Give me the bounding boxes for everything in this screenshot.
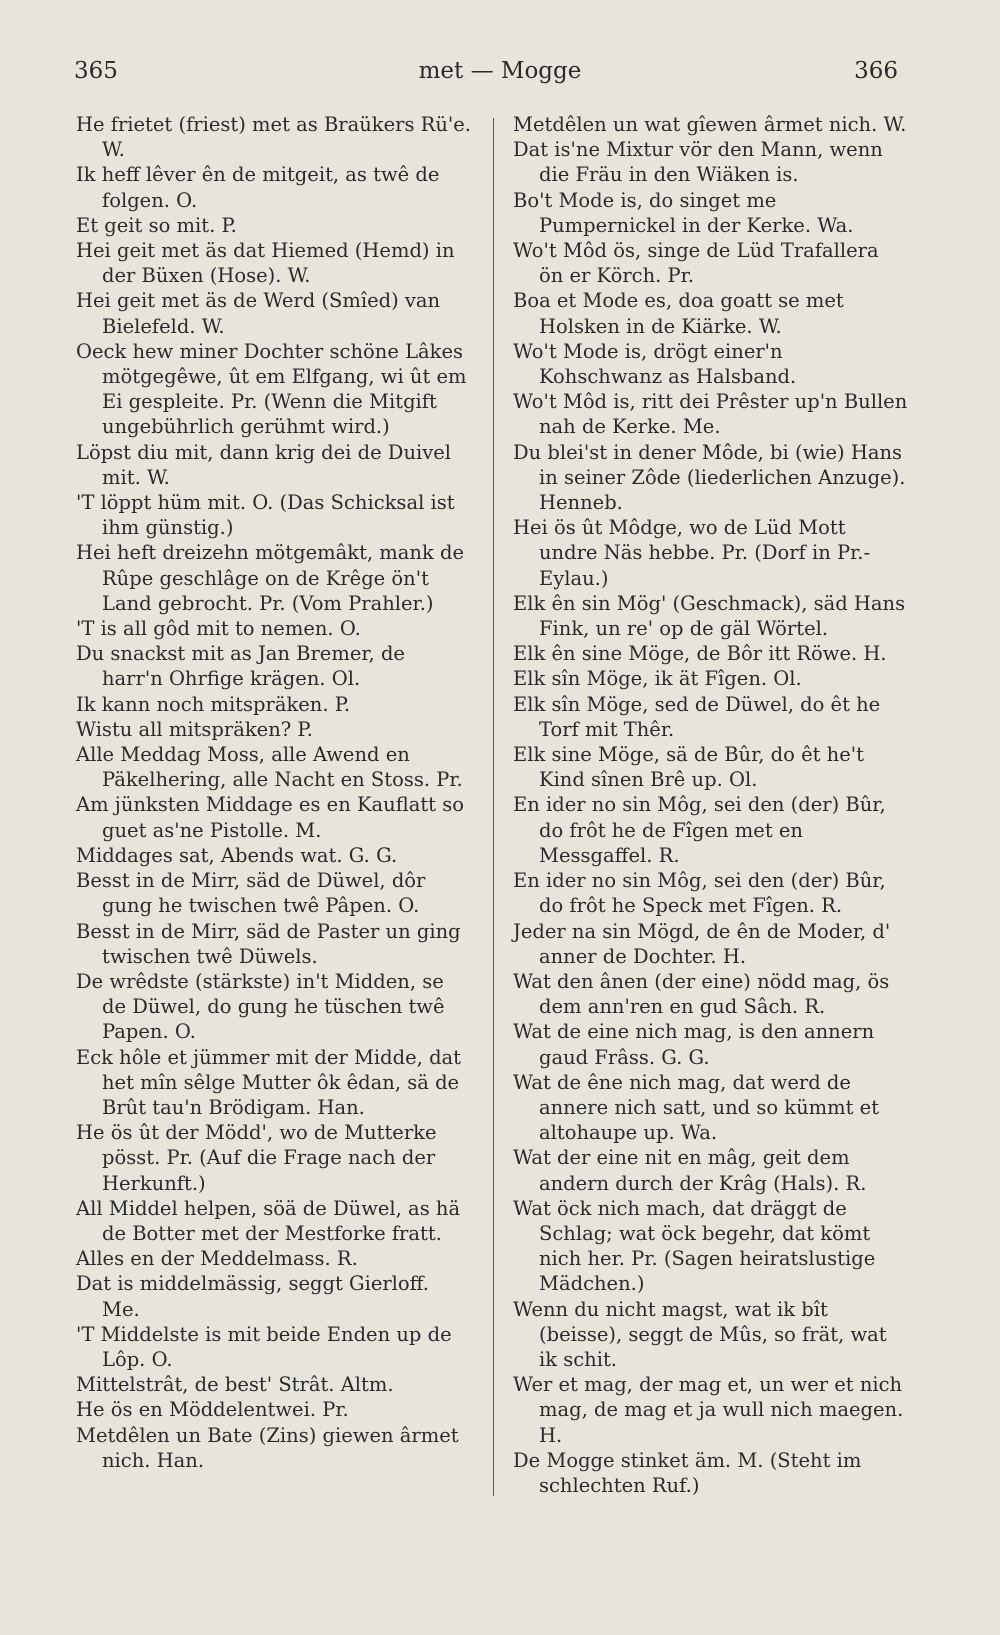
right-column — [513, 112, 908, 1498]
proverb-entry: Elk ên sine Möge, de Bôr itt Röwe. H. — [513, 642, 887, 666]
proverb-entry: Wat öck nich mach, dat dräggt de Schlag; wat öck begehr, dat kömt nich her. Pr. (Sagen heiratslustige Mädchen.) — [513, 1196, 876, 1296]
proverb-entry: Alles en der Meddelmass. R. — [76, 1247, 358, 1271]
proverb-entry: Am jünksten Middage es en Kauflatt so guet as'ne Pistolle. M. — [76, 793, 464, 842]
proverb-entry: Jeder na sin Mögd, de ên de Moder, d' anner de Dochter. H. — [513, 919, 891, 968]
proverb-entry: Wat den ânen (der eine) nödd mag, ös dem ann'ren en gud Sâch. R. — [513, 969, 890, 1019]
proverb-entry: Wat der eine nit en mâg, geit dem andern durch der Krâg (Hals). R. — [513, 1146, 867, 1195]
proverb-entry: Hei heft dreizehn mötgemâkt, mank de Rûpe geschlâge on de Krêge ön't Land gebrocht. Pr. (Vom Prahler.) — [76, 541, 465, 615]
proverb-entry: De Mogge stinket äm. M. (Steht im schlechten Ruf.) — [513, 1448, 862, 1497]
proverb-entry: 'T is all gôd mit to nemen. O. — [76, 617, 361, 641]
proverb-entry: Wo't Môd ös, singe de Lüd Trafallera ön er Körch. Pr. — [513, 239, 879, 288]
proverb-entry: Alle Meddag Moss, alle Awend en Päkelhering, alle Nacht en Stoss. Pr. — [76, 743, 463, 792]
proverb-entry: He frietet (friest) met as Braükers Rü'e. W. — [76, 113, 471, 162]
proverb-entry: Elk ên sin Mög' (Geschmack), säd Hans Fink, un re' op de gäl Wörtel. — [513, 591, 906, 641]
proverb-entry: Elk sîn Möge, sed de Düwel, do êt he Torf mit Thêr. — [513, 692, 881, 741]
column-divider — [493, 118, 494, 1496]
proverb-entry: Bo't Mode is, do singet me Pumpernickel in der Kerke. Wa. — [513, 188, 854, 237]
proverb-entry: Wat de êne nich mag, dat werd de annere nich satt, und so kümmt et altohaupe up. Wa. — [513, 1070, 880, 1145]
proverb-entry: Hei ös ût Môdge, wo de Lüd Mott undre Näs hebbe. Pr. (Dorf in Pr.-Eylau.) — [513, 516, 871, 590]
running-title: met — Mogge — [418, 58, 582, 84]
proverb-entry: Hei geit met äs de Werd (Smîed) van Bielefeld. W. — [76, 289, 441, 338]
proverb-entry: Wenn du nicht magst, wat ik bît (beisse), seggt de Mûs, so frät, wat ik schit. — [513, 1297, 887, 1371]
page-number-left: 365 — [74, 58, 118, 84]
proverb-entry: He ös ût der Mödd', wo de Mutterke pösst. Pr. (Auf die Frage nach der Herkunft.) — [76, 1121, 437, 1195]
page-header — [0, 52, 1000, 92]
page-number-right: 366 — [854, 58, 898, 84]
proverb-entry: Besst in de Mirr, säd de Paster un ging twischen twê Düwels. — [76, 919, 461, 968]
proverb-entry: Löpst diu mit, dann krig dei de Duivel mit. W. — [76, 440, 452, 489]
proverb-entry: He ös en Möddelentwei. Pr. — [76, 1398, 349, 1422]
proverb-entry: Wer et mag, der mag et, un wer et nich mag, de mag et ja wull nich maegen. H. — [513, 1373, 904, 1447]
proverb-entry: Dat is'ne Mixtur vör den Mann, wenn die Fräu in den Wiäken is. — [513, 138, 883, 187]
proverb-entry: All Middel helpen, söä de Düwel, as hä de Botter met der Mestforke fratt. — [76, 1196, 461, 1245]
proverb-entry: Besst in de Mirr, säd de Düwel, dôr gung he twischen twê Pâpen. O. — [76, 869, 426, 918]
proverb-entry: En ider no sin Môg, sei den (der) Bûr, do frôt he Speck met Fîgen. R. — [513, 869, 886, 918]
proverb-entry: Ik kann noch mitspräken. P. — [76, 692, 351, 716]
proverb-entry: Eck hôle et jümmer mit der Midde, dat het mîn sêlge Mutter ôk êdan, sä de Brût tau'n Brödigam. Han. — [76, 1045, 462, 1119]
proverb-entry: Elk sine Möge, sä de Bûr, do êt he't Kind sînen Brê up. Ol. — [513, 743, 864, 792]
left-column — [76, 112, 471, 1473]
proverb-entry: Du blei'st in dener Môde, bi (wie) Hans in seiner Zôde (liederlichen Anzuge). Henneb. — [513, 440, 906, 515]
proverb-entry: Wo't Mode is, drögt einer'n Kohschwanz as Halsband. — [513, 339, 797, 389]
proverb-entry: Metdêlen un Bate (Zins) giewen ârmet nich. Han. — [76, 1423, 459, 1472]
proverb-entry: Oeck hew miner Dochter schöne Lâkes mötgegêwe, ût em Elfgang, wi ût em Ei gespleite. Pr. (Wenn die Mitgift ungebührlich gerühmt wird.) — [76, 339, 467, 439]
proverb-entry: Wat de eine nich mag, is den annern gaud Frâss. G. G. — [513, 1020, 875, 1069]
proverb-entry: De wrêdste (stärkste) in't Midden, se de Düwel, do gung he tüschen twê Papen. O. — [76, 969, 445, 1044]
proverb-entry: En ider no sin Môg, sei den (der) Bûr, do frôt he de Fîgen met en Messgaffel. R. — [513, 793, 886, 867]
proverb-entry: Middages sat, Abends wat. G. G. — [76, 843, 398, 867]
proverb-entry: 'T löppt hüm mit. O. (Das Schicksal ist ihm günstig.) — [76, 491, 455, 540]
proverb-entry: Hei geit met äs dat Hiemed (Hemd) in der Büxen (Hose). W. — [76, 239, 455, 288]
proverb-entry: Et geit so mit. P. — [76, 213, 237, 237]
proverb-entry: Mittelstrât, de best' Strât. Altm. — [76, 1373, 394, 1397]
proverb-entry: Du snackst mit as Jan Bremer, de harr'n Ohrfige krägen. Ol. — [76, 642, 405, 691]
proverb-entry: Dat is middelmässig, seggt Gierloff. Me. — [76, 1272, 430, 1321]
proverb-entry: Elk sîn Möge, ik ät Fîgen. Ol. — [513, 667, 802, 691]
proverb-entry: Metdêlen un wat gîewen ârmet nich. W. — [513, 113, 907, 136]
proverb-entry: Wistu all mitspräken? P. — [76, 717, 313, 741]
proverb-entry: Ik heff lêver ên de mitgeit, as twê de folgen. O. — [76, 163, 440, 212]
proverb-entry: Wo't Môd is, ritt dei Prêster up'n Bullen nah de Kerke. Me. — [513, 390, 908, 439]
proverb-entry: 'T Middelste is mit beide Enden up de Lôp. O. — [76, 1322, 452, 1371]
proverb-entry: Boa et Mode es, doa goatt se met Holsken in de Kiärke. W. — [513, 289, 844, 338]
